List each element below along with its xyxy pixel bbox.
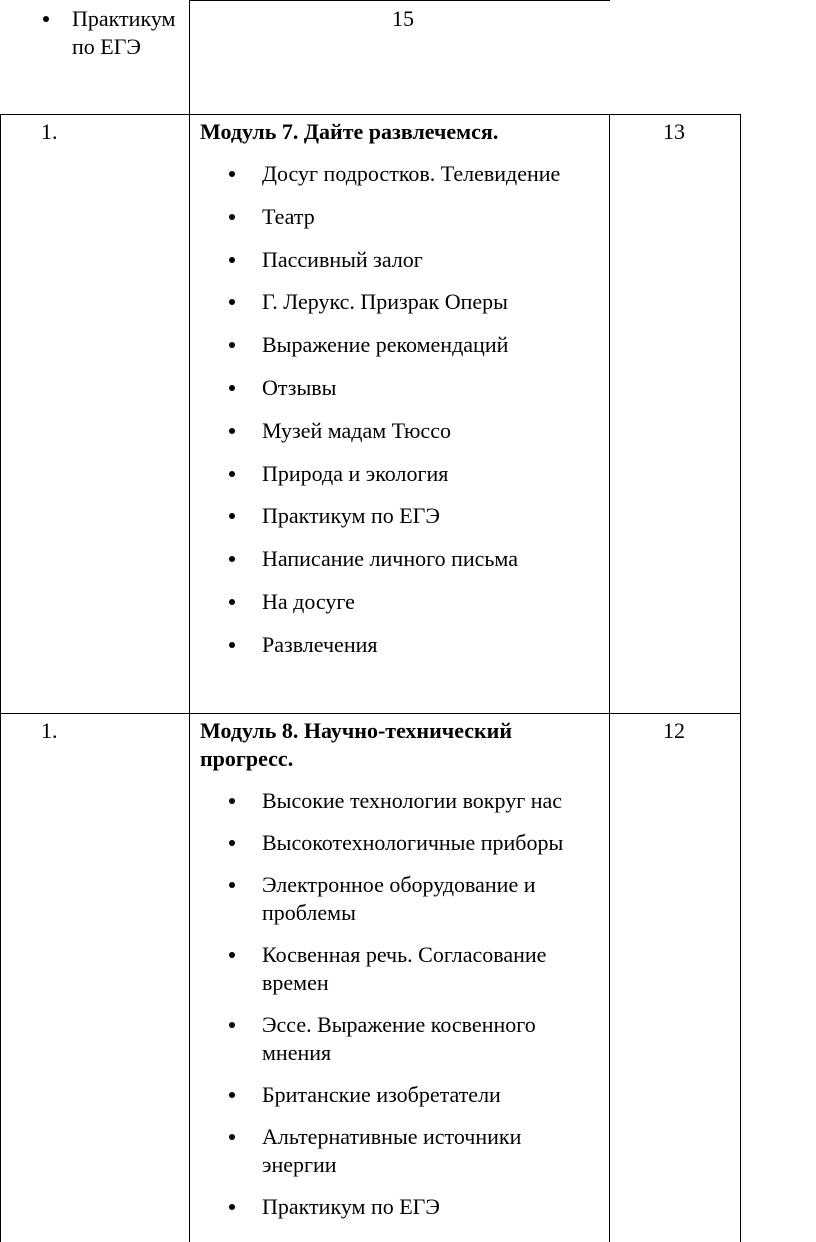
bullet-icon [229, 299, 235, 305]
module-hours: 12 [663, 718, 685, 743]
top-fragment-hours: 15 [392, 6, 414, 31]
bullet-icon [229, 840, 235, 846]
topic-item: Эссе. Выражение косвенного мнения [262, 1012, 536, 1065]
topic-item: Музей мадам Тюссо [262, 417, 451, 443]
bullet-icon [229, 642, 235, 648]
bullet-icon [229, 171, 235, 177]
row-number: 1. [41, 119, 58, 144]
topic-item: Электронное оборудование и проблемы [262, 872, 536, 925]
topic-item: Альтернативные источники энергии [262, 1124, 522, 1177]
topic-item: Пассивный залог [262, 246, 423, 272]
bullet-icon [229, 214, 235, 220]
table-row-divider-1 [0, 114, 741, 115]
bullet-icon [229, 385, 235, 391]
table-col-divider-1 [189, 0, 190, 1242]
topic-item: На досуге [262, 589, 355, 614]
topic-item: Отзывы [262, 375, 337, 400]
bullet-icon [229, 599, 235, 605]
topic-item: Высокие технологии вокруг нас [262, 788, 563, 813]
bullet-icon [229, 1204, 235, 1210]
topic-item: Высокотехнологичные приборы [262, 830, 564, 855]
bullet-icon [229, 471, 235, 477]
module-hours: 13 [663, 119, 685, 144]
bullet-icon [229, 1022, 235, 1028]
topic-item: Развлечения [262, 631, 378, 657]
module-title: Модуль 8. Научно-технический прогресс. [200, 718, 513, 771]
topic-item: Досуг подростков. Телевидение [262, 161, 561, 186]
bullet-icon [229, 882, 235, 888]
table-col-divider-2 [609, 114, 610, 1242]
topic-item: Выражение рекомендаций [262, 332, 509, 358]
topic-item: Практикум по ЕГЭ [262, 503, 440, 529]
topic-item: Написание личного письма [262, 546, 518, 572]
topic-item: Практикум по ЕГЭ [262, 1194, 440, 1219]
bullet-icon [229, 257, 235, 263]
bullet-icon [43, 16, 49, 22]
row-number: 1. [41, 718, 58, 743]
table-row-divider-2 [0, 713, 741, 714]
bullet-icon [229, 428, 235, 434]
topic-item: Природа и экология [262, 460, 449, 486]
bullet-icon [229, 952, 235, 958]
bullet-icon [229, 342, 235, 348]
topic-item: Театр [262, 203, 315, 229]
bullet-icon [229, 556, 235, 562]
table-right-border [740, 114, 741, 1242]
top-fragment-item: Практикум по ЕГЭ [72, 6, 176, 59]
topic-item: Косвенная речь. Согласование времен [262, 942, 547, 995]
table-left-border [0, 114, 1, 1242]
bullet-icon [229, 1092, 235, 1098]
module-title: Модуль 7. Дайте развлечемся. [200, 119, 499, 144]
bullet-icon [229, 798, 235, 804]
table-top-border [190, 0, 610, 1]
bullet-icon [229, 1134, 235, 1140]
topic-item: Г. Лерукс. Призрак Оперы [262, 289, 508, 315]
bullet-icon [229, 513, 235, 519]
topic-item: Британские изобретатели [262, 1082, 501, 1107]
